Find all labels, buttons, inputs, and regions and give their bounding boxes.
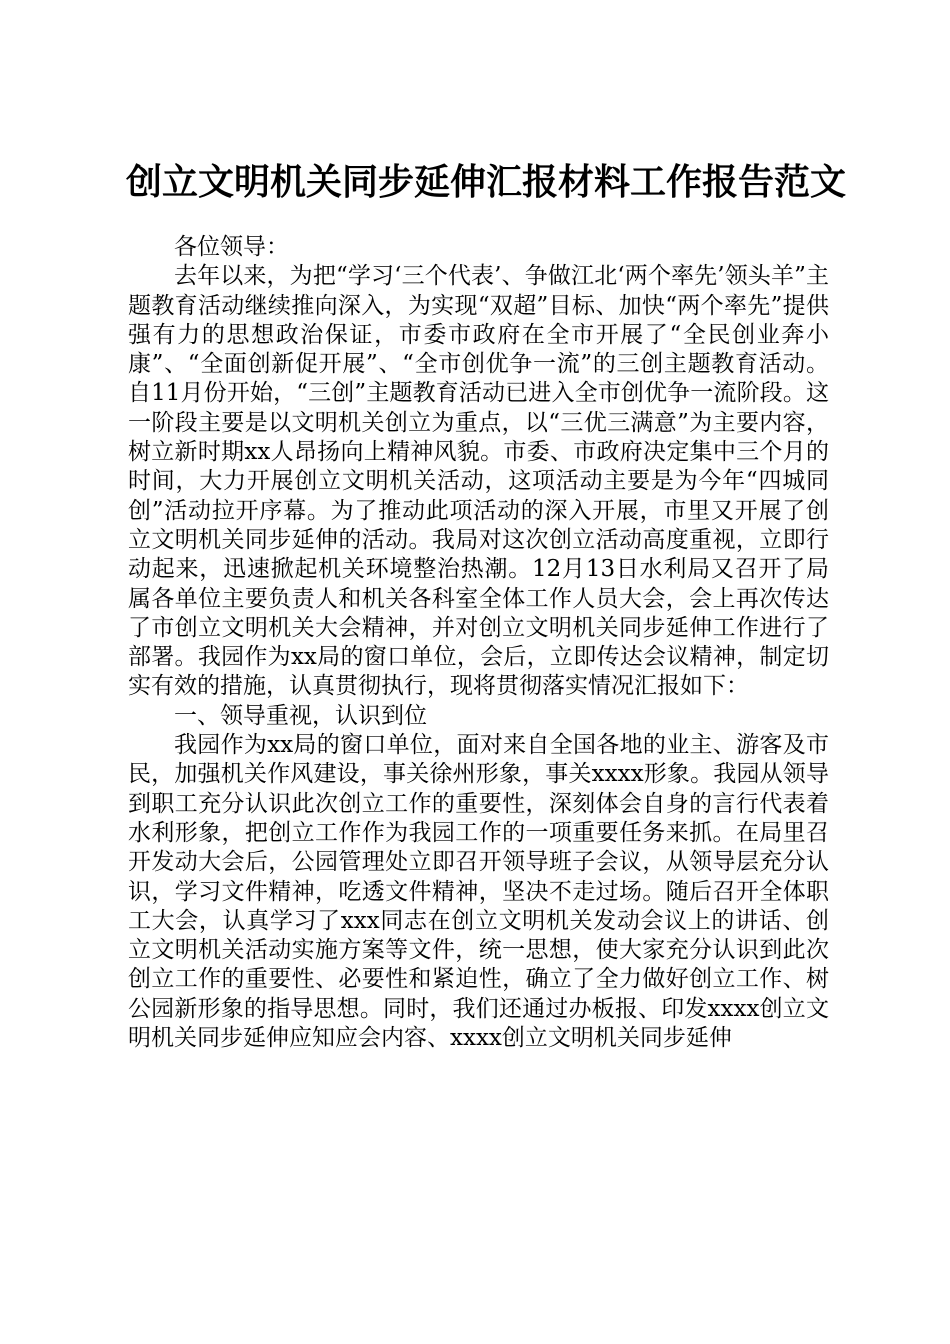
salutation: 各位领导：: [174, 234, 289, 260]
document-body: [128, 233, 829, 1053]
document-title: 创立文明机关同步延伸汇报材料工作报告范文: [126, 161, 847, 203]
section-heading: 一、领导重视，认识到位: [174, 702, 427, 729]
body-paragraph: 去年以来，为把“学习‘三个代表’、争做江北‘两个率先’领头羊”主题教育活动继续推向深入，为实现“双超”目标、加快“两个率先”提供强有力的思想政治保证，市委市政府在全市开展了“全民创业奔小康”、“全面创新促开展”、“全市创优争一流”的三创主题教育活动。自11月份开始，“三创”主题教育活动已进入全市创优争一流阶段。这一阶段主要是以文明机关创立为重点，以“三优三满意”为主要内容，树立新时期xx人昂扬向上精神风貌。市委、市政府决定集中三个月的时间，大力开展创立文明机关活动，这项活动主要是为今年“四城同创”活动拉开序幕。为了推动此项活动的深入开展，市里又开展了创立文明机关同步延伸的活动。我局对这次创立活动高度重视，立即行动起来，迅速掀起机关环境整治热潮。12月13日水利局又召开了局属各单位主要负责人和机关各科室全体工作人员大会，会上再次传达了市创立文明机关大会精神，并对创立文明机关同步延伸工作进行了部署。我园作为xx局的窗口单位，会后，立即传达会议精神，制定切实有效的措施，认真贯彻执行，现将贯彻落实情况汇报如下：: [128, 263, 829, 700]
body-paragraph: 我园作为xx局的窗口单位，面对来自全国各地的业主、游客及市民，加强机关作风建设，事关徐州形象，事关xxxx形象。我园从领导到职工充分认识此次创立工作的重要性，深刻体会自身的言行代表着水利形象，把创立工作作为我园工作的一项重要任务来抓。在局里召开发动大会后，公园管理处立即召开领导班子会议，从领导层充分认识，学习文件精神，吃透文件精神，坚决不走过场。随后召开全体职工大会，认真学习了xxx同志在创立文明机关发动会议上的讲话、创立文明机关活动实施方案等文件，统一思想，使大家充分认识到此次创立工作的重要性、必要性和紧迫性，确立了全力做好创立工作、树公园新形象的指导思想。同时，我们还通过办板报、印发xxxx创立文明机关同步延伸应知应会内容、xxxx创立文明机关同步延伸: [128, 732, 829, 1052]
